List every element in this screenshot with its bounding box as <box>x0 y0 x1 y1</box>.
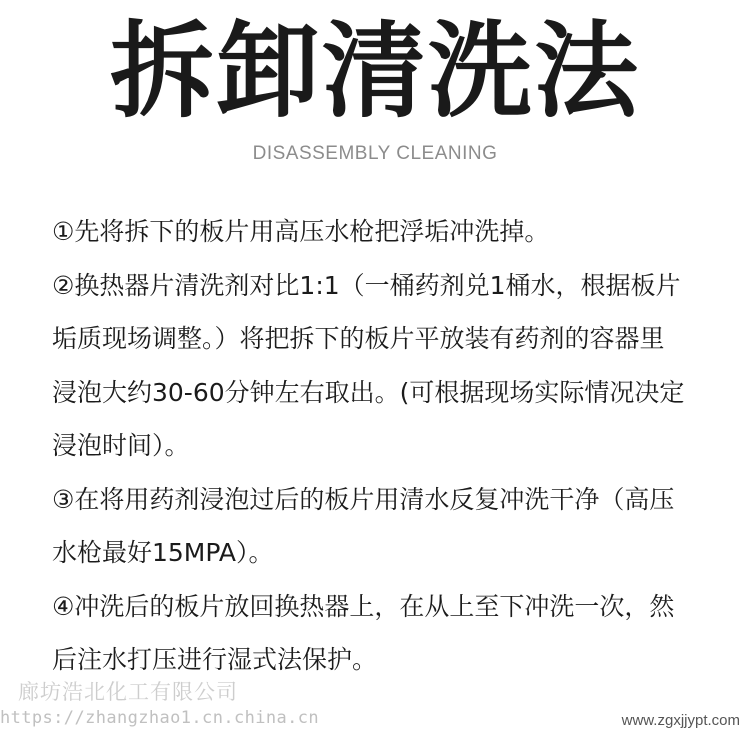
watermark-corner-url: www.zgxjjypt.com <box>621 712 740 729</box>
watermark-company: 廊坊浩北化工有限公司 <box>18 680 238 704</box>
instruction-line: 浸泡大约30-60分钟左右取出。(可根据现场实际情况决定 <box>52 377 685 407</box>
instruction-line: ④冲洗后的板片放回换热器上，在从上至下冲洗一次，然 <box>52 591 675 621</box>
page-title: 拆卸清洗法 <box>109 10 640 132</box>
watermark-url: https://zhangzhao1.cn.china.cn <box>0 708 320 728</box>
instruction-line: ②换热器片清洗剂对比1:1（一桶药剂兑1桶水，根据板片 <box>52 270 681 300</box>
page-subtitle: DISASSEMBLY CLEANING <box>252 143 498 164</box>
instruction-line: ③在将用药剂浸泡过后的板片用清水反复冲洗干净（高压 <box>52 484 675 514</box>
instruction-line: 浸泡时间）。 <box>52 431 190 460</box>
instruction-line: ①先将拆下的板片用高压水枪把浮垢冲洗掉。 <box>52 217 550 246</box>
instruction-line: 后注水打压进行湿式法保护。 <box>52 645 378 674</box>
instruction-line: 垢质现场调整。）将把拆下的板片平放装有药剂的容器里 <box>52 324 665 353</box>
instruction-line: 水枪最好15MPA）。 <box>52 538 274 567</box>
instructions-body <box>52 205 712 687</box>
